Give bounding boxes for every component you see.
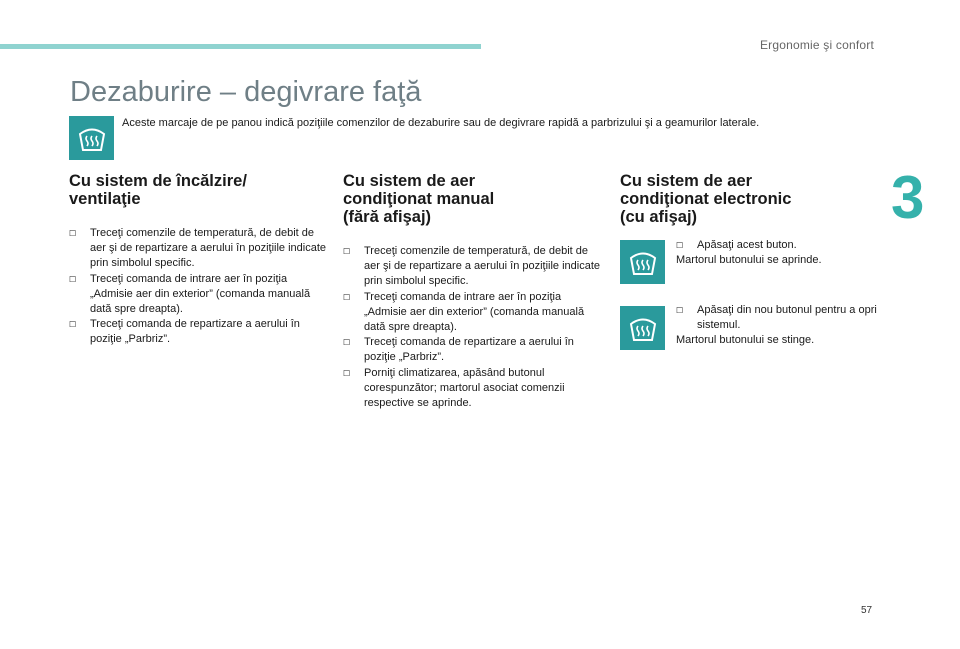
list-item: ☐ Treceţi comanda de repartizare a aerului în poziţie „Parbriz”. [343, 336, 574, 364]
list-item: ☐ Porniţi climatizarea, apăsând butonul corespunzător; martorul asociat comenzii respective se aprinde. [343, 366, 565, 410]
step-list [676, 238, 882, 253]
intro-text: Aceste marcaje de pe panou indică poziţiile comenzilor de dezaburire sau de degivrare rapidă a parbrizului şi a geamurilor laterale. [122, 117, 760, 129]
bullet-square-icon: ☐ [676, 241, 684, 250]
page-number: 57 [861, 605, 873, 616]
column-manual-ac [343, 172, 605, 411]
bullet-square-icon: ☐ [69, 274, 77, 284]
list-item: ☐ Treceţi comanda de repartizare a aerului în poziţie „Parbriz”. [69, 318, 300, 346]
list-item: ☐ Treceţi comenzile de temperatură, de debit de aer şi de repartizare a aerului în poziţiile indicate prin simbolul specific. [343, 245, 601, 288]
front-defrost-icon [69, 116, 114, 160]
bullet-square-icon: ☐ [676, 306, 684, 315]
bullet-square-icon: ☐ [69, 320, 77, 330]
column-electronic-ac [620, 172, 882, 347]
list-item: ☐ Apăsaţi din nou butonul pentru a opri sistemul. [676, 304, 877, 332]
list-item: ☐ Treceţi comenzile de temperatură, de debit de aer şi de repartizare a aerului în poziţiile indicate prin simbolul specific. [69, 227, 327, 270]
column-title: Cu sistem de aer condiţionat manual (fără afişaj) [343, 172, 495, 226]
list-item: ☐ Treceţi comanda de intrare aer în poziţia „Admisie aer din exterior” (comanda manuală dată spre dreapta). [343, 290, 585, 334]
status-note: Martorul butonului se aprinde. [676, 254, 822, 267]
column-title: Cu sistem de încălzire/ ventilaţie [69, 172, 247, 208]
bullet-square-icon: ☐ [69, 229, 77, 238]
section-name: Ergonomie şi confort [759, 38, 874, 52]
column-heating-ventilation [69, 172, 331, 348]
chapter-number: 3 [891, 164, 925, 231]
bullet-square-icon: ☐ [343, 338, 351, 348]
column-title: Cu sistem de aer condiţionat electronic (cu afişaj) [620, 172, 792, 226]
list-item: ☐ Treceţi comanda de intrare aer în poziţia „Admisie aer din exterior” (comanda manuală dată spre dreapta). [69, 272, 311, 316]
list-item: ☐ Apăsaţi acest buton. [676, 238, 882, 253]
top-accent-bar [0, 44, 481, 49]
step-list [343, 244, 605, 411]
status-note: Martorul butonului se stinge. [676, 334, 815, 347]
bullet-square-icon: ☐ [343, 368, 351, 378]
step-list [69, 226, 331, 348]
bullet-square-icon: ☐ [343, 247, 351, 256]
bullet-square-icon: ☐ [343, 292, 351, 302]
step-list [676, 303, 882, 333]
page-title: Dezaburire – degivrare faţă [70, 76, 422, 108]
